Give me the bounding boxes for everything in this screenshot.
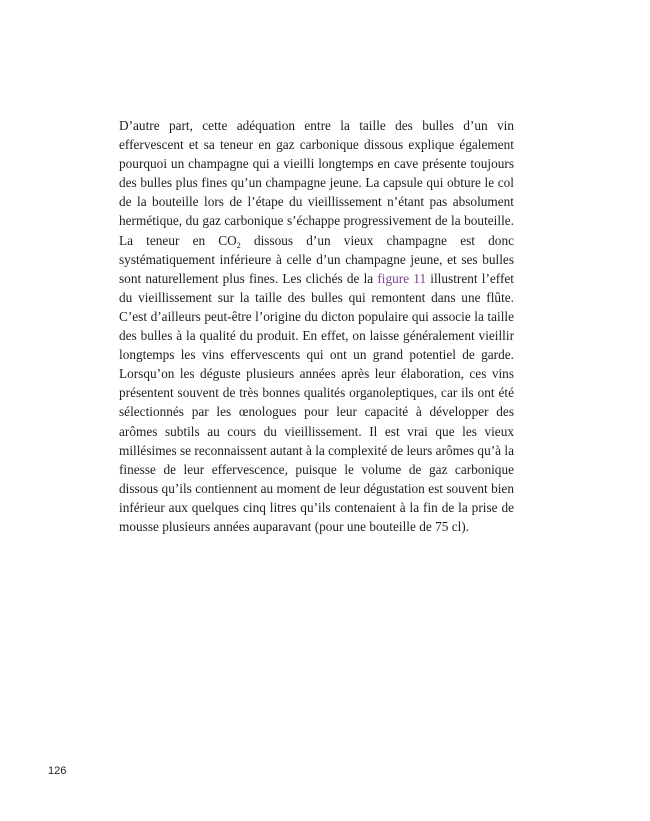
page-number: 126 (48, 765, 67, 777)
paragraph-text-part2: dissous d’un vieux champagne est donc systématiquement inférieure à celle d’un champagne jeune, et ses bulles sont naturellement plus fines. Les clichés de la (119, 232, 514, 286)
paragraph-text-part1: D’autre part, cette adéquation entre la taille des bulles d’un vin effervescent et sa teneur en gaz carbonique dissous explique également pourquoi un champagne qui a vieilli longtemps en cave présente toujours des bulles plus fines qu’un champagne jeune. La capsule qui obture le col de la bouteille lors de l’étape du vieillissement n’étant pas absolument hermétique, du gaz carbonique s’échappe progressivement de la bouteille. La teneur en (119, 118, 514, 248)
figure-11-link[interactable]: figure 11 (377, 270, 427, 286)
co2-base: CO (218, 232, 237, 248)
body-paragraph (119, 116, 514, 536)
co2-subscript: 2 (236, 240, 241, 250)
paragraph-text-part3: illustrent l’effet du vieillissement sur la taille des bulles qui remontent dans une flûte. C’est d’ailleurs peut-être l’origine du dicton populaire qui associe la taille des bulles à la qualité du produit. En effet, on laisse généralement vieillir longtemps les vins effervescents qui ont un grand potentiel de garde. Lorsqu’on les déguste plusieurs années après leur élaboration, ces vins présentent souvent de très bonnes qualités organoleptiques, car ils ont été sélectionnés par les œnologues pour leur capacité à développer des arômes subtils au cours du vieillissement. Il est vrai que les vieux millésimes se reconnaissent autant à la complexité de leurs arômes qu’à la finesse de leur effervescence, puisque le volume de gaz carbonique dissous qu’ils contiennent au moment de leur dégustation est souvent bien inférieur aux quelques cinq litres qu’ils contenaient à la fin de la prise de mousse plusieurs années auparavant (pour une bouteille de 75 cl). (119, 270, 514, 534)
co2-formula (218, 233, 240, 248)
